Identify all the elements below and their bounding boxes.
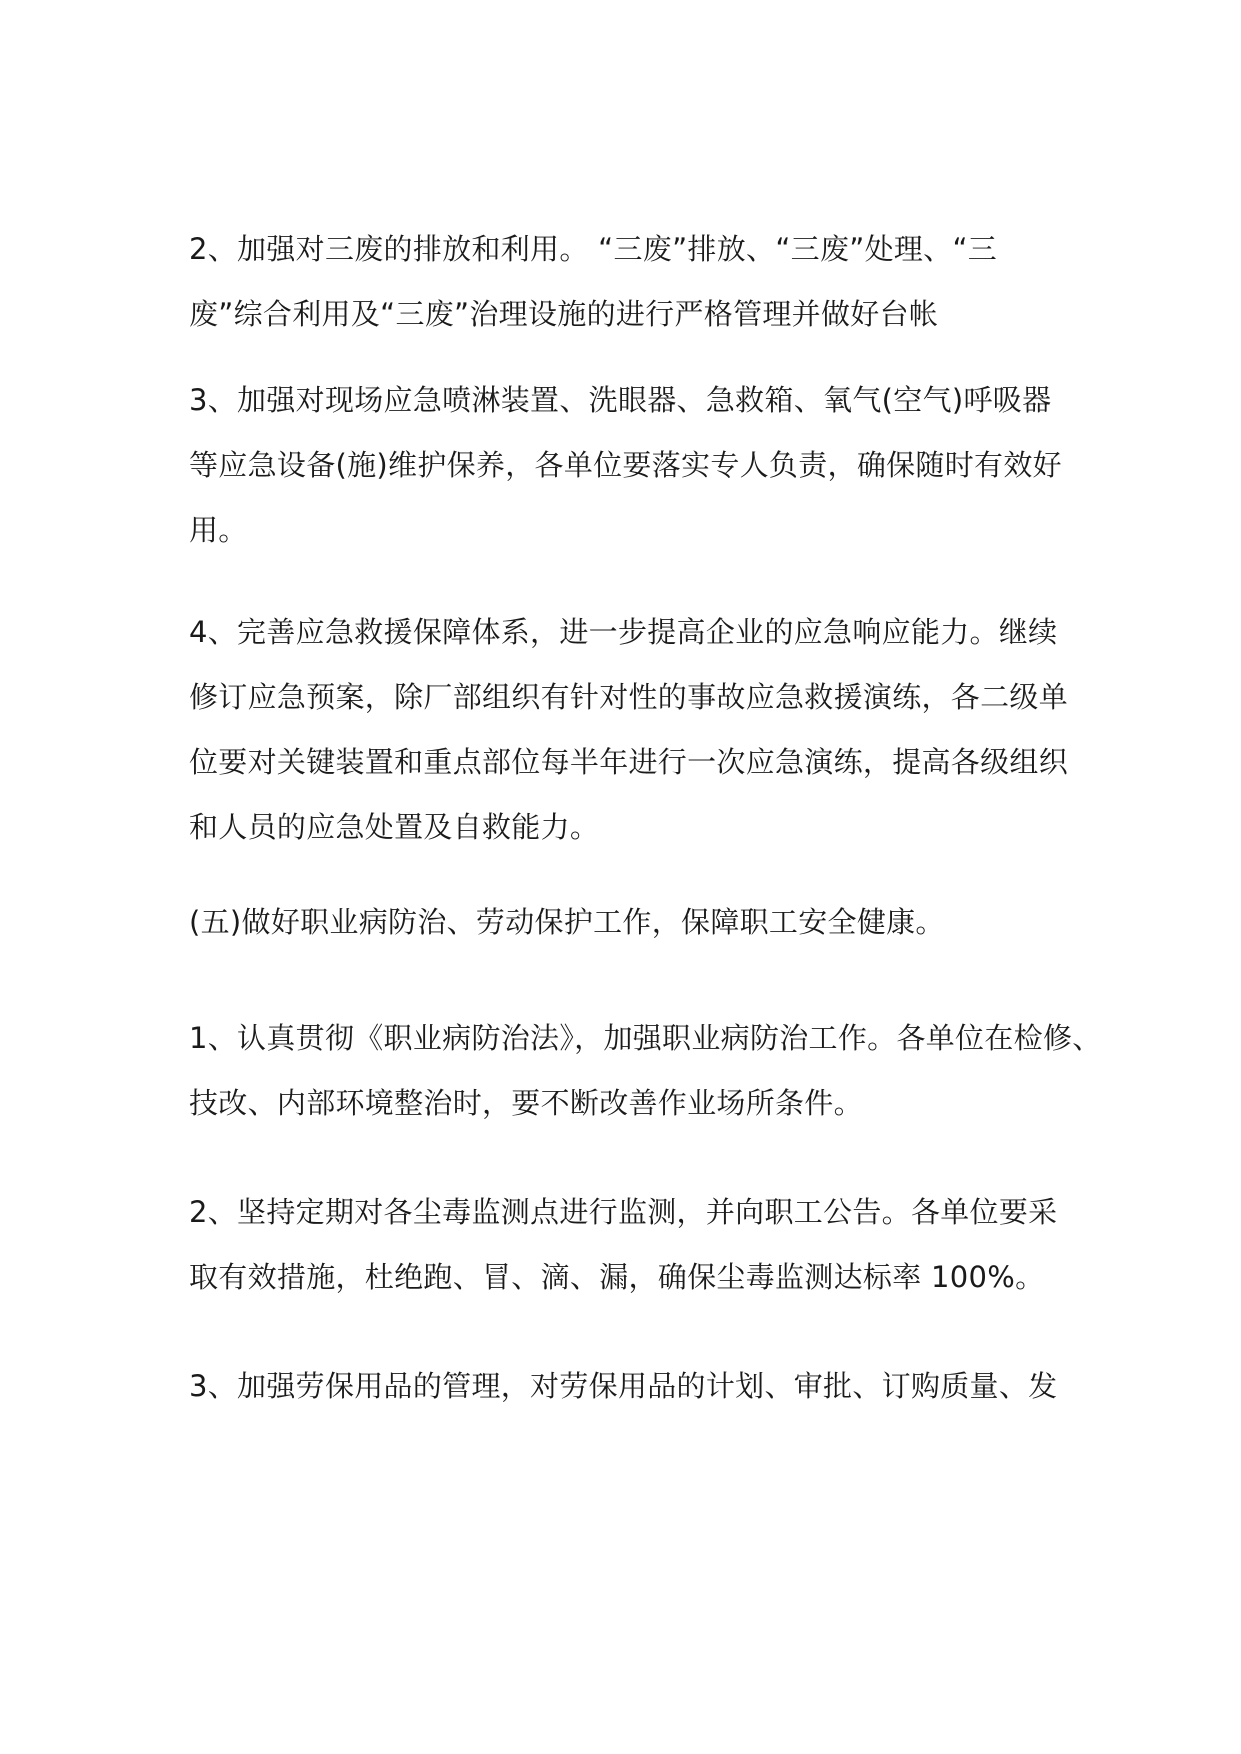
text-line: 1、认真贯彻《职业病防治法》，加强职业病防治工作。各单位在检修、 xyxy=(189,1021,1102,1055)
paragraph-dust-monitoring xyxy=(189,1180,1069,1310)
text-line: 4、完善应急救援保障体系，进一步提高企业的应急响应能力。继续 xyxy=(189,615,1058,649)
paragraph-emergency-equipment xyxy=(189,368,1069,563)
text-line: (五)做好职业病防治、劳动保护工作，保障职工安全健康。 xyxy=(189,905,945,939)
text-line: 修订应急预案，除厂部组织有针对性的事故应急救援演练，各二级单 xyxy=(189,680,1069,714)
paragraph-protective-equipment xyxy=(189,1354,1069,1419)
text-line: 2、坚持定期对各尘毒监测点进行监测，并向职工公告。各单位要采 xyxy=(189,1195,1058,1229)
text-line: 等应急设备(施)维护保养，各单位要落实专人负责，确保随时有效好 xyxy=(189,448,1062,482)
text-line: 3、加强对现场应急喷淋装置、洗眼器、急救箱、氧气(空气)呼吸器 xyxy=(189,383,1052,417)
text-line: 3、加强劳保用品的管理，对劳保用品的计划、审批、订购质量、发 xyxy=(189,1369,1058,1403)
text-line: 2、加强对三废的排放和利用。 “三废”排放、“三废”处理、“三 xyxy=(189,232,998,266)
text-line: 用。 xyxy=(189,513,248,547)
section-heading-occupational-health xyxy=(189,890,1069,955)
paragraph-emergency-rescue xyxy=(189,600,1069,860)
paragraph-waste-management xyxy=(189,217,1069,347)
paragraph-occupational-disease-law xyxy=(189,1006,1102,1136)
text-line: 取有效措施，杜绝跑、冒、滴、漏，确保尘毒监测达标率 100%。 xyxy=(189,1260,1045,1294)
text-line: 位要对关键装置和重点部位每半年进行一次应急演练，提高各级组织 xyxy=(189,745,1069,779)
text-line: 废”综合利用及“三废”治理设施的进行严格管理并做好台帐 xyxy=(189,297,939,331)
text-line: 和人员的应急处置及自救能力。 xyxy=(189,810,600,844)
text-line: 技改、内部环境整治时，要不断改善作业场所条件。 xyxy=(189,1086,863,1120)
